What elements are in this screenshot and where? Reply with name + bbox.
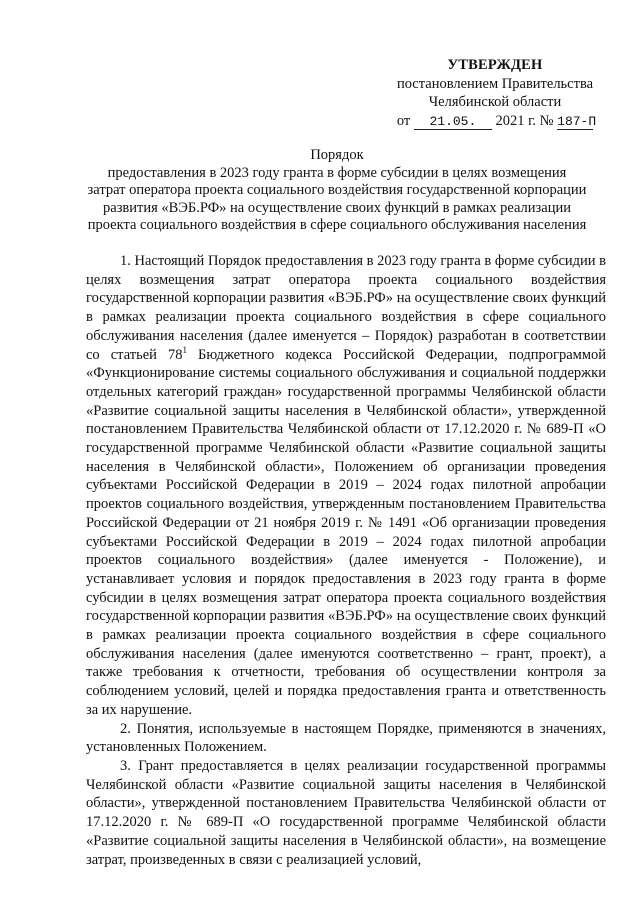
date-value: 21.05.: [414, 115, 492, 130]
title-line-3: затрат оператора проекта социального воздействия государственной корпорации: [87, 182, 587, 199]
title-line-1: Порядок: [310, 147, 364, 163]
paragraph-2: 2. Понятия, используемые в настоящем Порядке, применяются в значениях, установленных Положением.: [86, 720, 606, 756]
title-line-4: развития «ВЭБ.РФ» на осуществление своих функций в рамках реализации: [103, 199, 571, 216]
approval-stamp: [388, 56, 602, 130]
document-body: [86, 252, 606, 869]
approval-line-2: Челябинской области: [428, 94, 562, 110]
paragraph-1-text-b: Бюджетного кодекса Российской Федерации, подпрограммой «Функционирование системы социального обслуживания и социальной поддержки отдельных категорий граждан» государственной программы Челябинской области «Развитие социальной защиты населения в Челябинской области», утвержденной постановлением Правительства Челябинской области от 17.12.2020 г. № 689-П «О государственной программе Челябинской области «Развитие социальной защиты населения в Челябинской области», Положением об организации проведения субъектами Российской Федерации в 2019 – 2024 годах пилотной апробации проектов социального воздействия, утвержденным постановлением Правительства Российской Федерации от 21 ноября 2019 г. № 1491 «Об организации проведения субъектами Российской Федерации в 2019 – 2024 годах пилотной апробации проектов социального воздействия» (далее именуется - Положение), и устанавливает условия и порядок предоставления в 2023 году гранта в форме субсидии в целях возмещения затрат оператора проекта социального воздействия государственной корпорации развития «ВЭБ.РФ» на осуществление своих функций в рамках реализации проекта социального воздействия в сфере социального обслуживания населения (далее именуются соответственно – грант, проект), а также требования к отчетности, требования об осуществлении контроля за соблюдением условий, целей и порядка предоставления гранта и ответственность за их нарушение.: [86, 346, 606, 718]
title-line-2: предоставления в 2023 году гранта в форме субсидии в целях возмещения: [107, 164, 567, 181]
paragraph-1-text-a: 1. Настоящий Порядок предоставления в 2023 году гранта в форме субсидии в целях возмещения затрат оператора проекта социального воздействия государственной корпорации развития «ВЭБ.РФ» на осуществление своих функций в рамках реализации проекта социального воздействия в сфере социального обслуживания населения (далее именуется – Порядок) разработан в соответствии со статьей 78: [86, 253, 607, 363]
year-text: 2021 г. №: [495, 112, 554, 129]
approval-line-1: постановлением Правительства: [396, 75, 594, 92]
document-title: [66, 147, 608, 235]
paragraph-1: [86, 252, 606, 720]
paragraph-3: 3. Грант предоставляется в целях реализации государственной программы Челябинской области «Развитие социальной защиты населения в Челябинской области», утвержденной постановлением Правительства Челябинской области от 17.12.2020 г. № 689-П «О государственной программе Челябинской области «Развитие социальной защиты населения в Челябинской области», на возмещение затрат, произведенных в связи с реализацией условий,: [86, 757, 606, 868]
title-line-5: проекта социального воздействия в сфере социального обслуживания населения: [87, 217, 587, 234]
approval-date-line: [388, 112, 602, 131]
approval-heading: УТВЕРЖДЕН: [447, 57, 543, 73]
document-number: 187-П: [557, 113, 597, 129]
date-prefix: от: [396, 112, 411, 129]
article-superscript: 1: [182, 344, 187, 355]
